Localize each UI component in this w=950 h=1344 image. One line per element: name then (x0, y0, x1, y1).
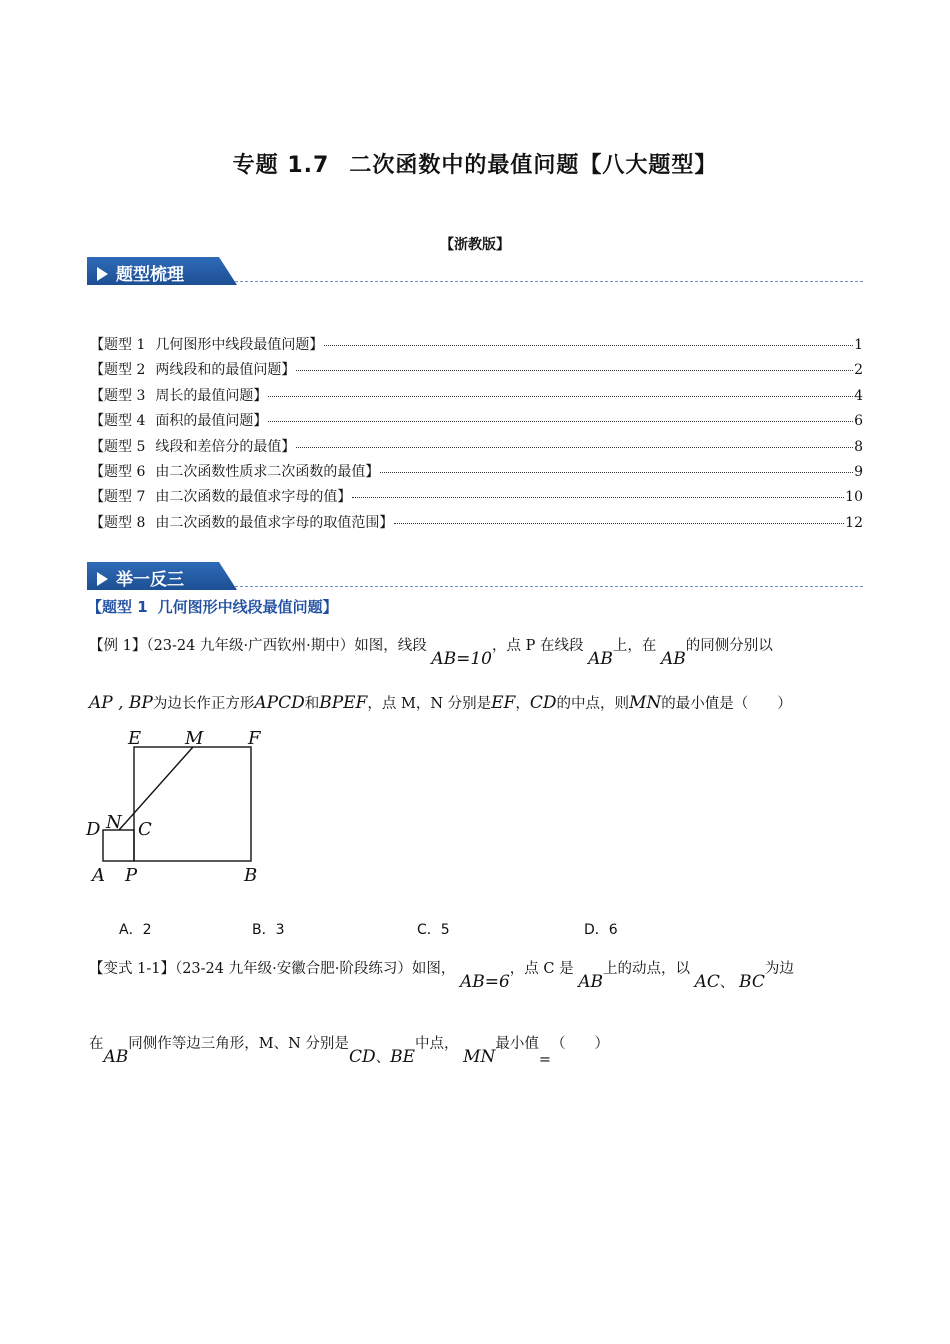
math-expression: AB=10 (431, 649, 492, 669)
edition-label: 【浙教版】 (440, 237, 510, 253)
toc-entry[interactable]: 【题型 1 几何图形中线段最值问题】 1 (90, 337, 863, 353)
math-expression: BC (739, 972, 765, 992)
option-d[interactable]: D．6 (584, 922, 618, 938)
math-expression: EF (491, 693, 516, 713)
toc-page-number: 1 (854, 337, 863, 353)
point-label-b: B (244, 865, 258, 886)
option-b[interactable]: B．3 (252, 922, 285, 938)
variant-1-1-line-2: 在AB同侧作等边三角形，M、N 分别是CD、BE中点， MN最小值=（ ） (89, 1036, 610, 1068)
toc-page-number: 8 (854, 438, 863, 455)
toc-page-number: 9 (854, 463, 863, 480)
point-label-c: C (138, 819, 152, 840)
practice-banner (87, 562, 863, 592)
point-label-d: D (86, 819, 101, 840)
math-expression: BE (390, 1047, 415, 1067)
toc-entry[interactable]: 【题型 5 线段和差倍分的最值】 8 (90, 438, 863, 455)
toc-entry[interactable]: 【题型 3 周长的最值问题】 4 (90, 387, 863, 404)
math-expression: MN (463, 1047, 496, 1067)
title-prefix: 专题 1.7 (232, 153, 330, 178)
point-label-e: E (128, 728, 142, 749)
math-expression: AP , BP (89, 693, 153, 713)
math-expression: AB (578, 972, 603, 992)
banner-divider (235, 281, 863, 282)
toc-page-number: 10 (845, 489, 863, 506)
point-label-n: N (106, 812, 122, 833)
math-expression: AB (588, 649, 613, 669)
example-1-line-2: AP , BP为边长作正方形APCD和BPEF，点 M，N 分别是EF，CD的中点，则MN的最小值是（ ） (89, 693, 792, 713)
toc-page-number: 6 (854, 413, 863, 430)
option-a[interactable]: A．2 (119, 922, 152, 938)
option-c[interactable]: C．5 (417, 922, 450, 938)
toc-banner (87, 257, 863, 287)
math-expression: CD (348, 1047, 376, 1067)
point-label-f: F (248, 728, 261, 749)
square-apcd (103, 830, 134, 861)
toc-page-number: 12 (845, 514, 863, 531)
math-expression: AC (694, 972, 720, 992)
example-1-line-1: 【例 1】（23-24 九年级·广西钦州·期中）如图，线段 AB=10，点 P 在线段 AB上，在 AB的同侧分别以 (89, 638, 773, 669)
document-title (0, 148, 950, 179)
practice-banner-label: 举一反三 (116, 570, 184, 590)
square-bpef (134, 747, 251, 861)
banner-divider (235, 586, 863, 587)
math-expression: AB=6 (459, 972, 510, 992)
math-expression: APCD (254, 693, 305, 713)
segment-mn (119, 747, 193, 830)
toc-entry[interactable]: 【题型 6 由二次函数性质求二次函数的最值】 9 (90, 463, 863, 480)
section-heading: 【题型 1 几何图形中线段最值问题】 (87, 598, 338, 616)
play-triangle-icon (97, 572, 108, 586)
variant-1-1-line-1: 【变式 1-1】（23-24 九年级·安徽合肥·阶段练习）如图， AB=6，点 C 是 AB上的动点，以 AC、 BC为边 (89, 961, 794, 992)
title-main: 二次函数中的最值问题【八大题型】 (349, 153, 718, 178)
play-triangle-icon (97, 267, 108, 281)
toc-entry[interactable]: 【题型 4 面积的最值问题】 6 (90, 413, 863, 430)
point-label-m: M (185, 728, 204, 749)
math-expression: MN (628, 693, 662, 713)
toc-entry[interactable]: 【题型 8 由二次函数的最值求字母的取值范围】 12 (90, 514, 863, 531)
point-label-a: A (92, 865, 105, 886)
toc-banner-label: 题型梳理 (116, 265, 184, 285)
toc-entry[interactable]: 【题型 7 由二次函数的最值求字母的值】 10 (90, 489, 863, 506)
table-of-contents (90, 334, 863, 537)
math-expression: AB (103, 1047, 129, 1067)
toc-page-number: 4 (854, 387, 863, 404)
point-label-p: P (125, 865, 138, 886)
toc-page-number: 2 (854, 362, 863, 379)
math-expression: AB (660, 649, 686, 669)
toc-entry[interactable]: 【题型 2 两线段和的最值问题】 2 (90, 362, 863, 379)
geometry-figure (80, 722, 280, 892)
math-expression: BPEF (319, 693, 368, 713)
math-expression: CD (529, 693, 557, 713)
